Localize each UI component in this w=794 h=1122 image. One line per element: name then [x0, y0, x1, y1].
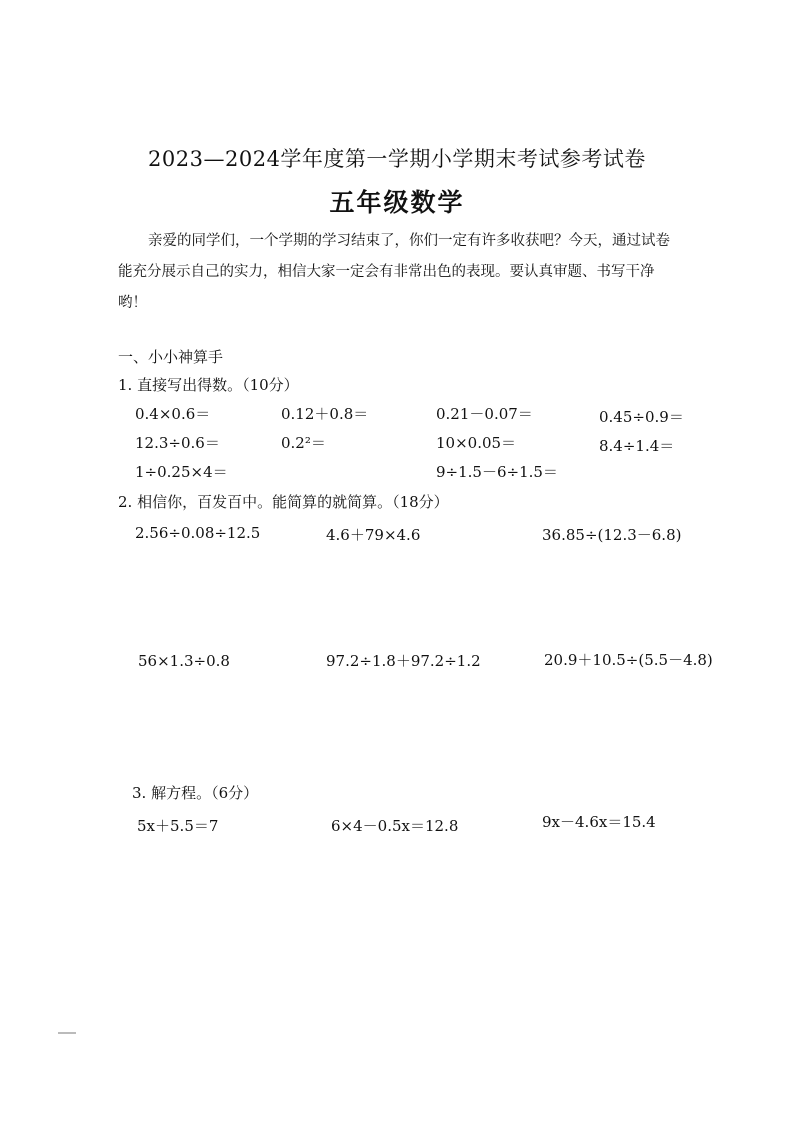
calc-item: 0.2²＝	[281, 434, 326, 452]
question-2-title: 2. 相信你，百发百中。能简算的就简算。（18分）	[118, 493, 449, 511]
simplify-item: 2.56÷0.08÷12.5	[135, 524, 261, 542]
simplify-item: 97.2÷1.8＋97.2÷1.2	[326, 652, 481, 670]
exam-title: 2023—2024学年度第一学期小学期末考试参考试卷	[148, 147, 646, 171]
calc-item: 0.45÷0.9＝	[599, 408, 684, 426]
simplify-item: 4.6＋79×4.6	[326, 526, 421, 544]
intro-line: 亲爱的同学们，一个学期的学习结束了，你们一定有许多收获吧？今天，通过试卷	[148, 233, 670, 249]
question-3-title: 3. 解方程。（6分）	[132, 784, 259, 802]
equation-item: 5x＋5.5＝7	[137, 817, 219, 835]
intro-line: 能充分展示自己的实力，相信大家一定会有非常出色的表现。要认真审题、书写干净	[118, 264, 655, 280]
calc-item: 0.12＋0.8＝	[281, 405, 369, 423]
calc-item: 1÷0.25×4＝	[135, 463, 228, 481]
calc-item: 8.4÷1.4＝	[599, 437, 675, 455]
exam-subtitle: 五年级数学	[329, 188, 465, 217]
scan-mark	[58, 1032, 76, 1034]
calc-item: 0.21－0.07＝	[436, 405, 533, 423]
equation-item: 6×4－0.5x＝12.8	[331, 817, 459, 835]
simplify-item: 56×1.3÷0.8	[138, 652, 230, 670]
calc-item: 0.4×0.6＝	[135, 405, 211, 423]
simplify-item: 20.9＋10.5÷(5.5－4.8)	[544, 651, 713, 669]
question-1-title: 1. 直接写出得数。（10分）	[118, 376, 299, 394]
simplify-item: 36.85÷(12.3－6.8)	[542, 526, 682, 544]
intro-line: 哟！	[118, 295, 147, 311]
calc-item: 9÷1.5－6÷1.5＝	[436, 463, 558, 481]
section-title: 一、小小神算手	[118, 348, 224, 366]
calc-item: 10×0.05＝	[436, 434, 517, 452]
intro-paragraph	[118, 226, 718, 319]
equation-item: 9x－4.6x＝15.4	[542, 813, 656, 831]
calc-item: 12.3÷0.6＝	[135, 434, 220, 452]
